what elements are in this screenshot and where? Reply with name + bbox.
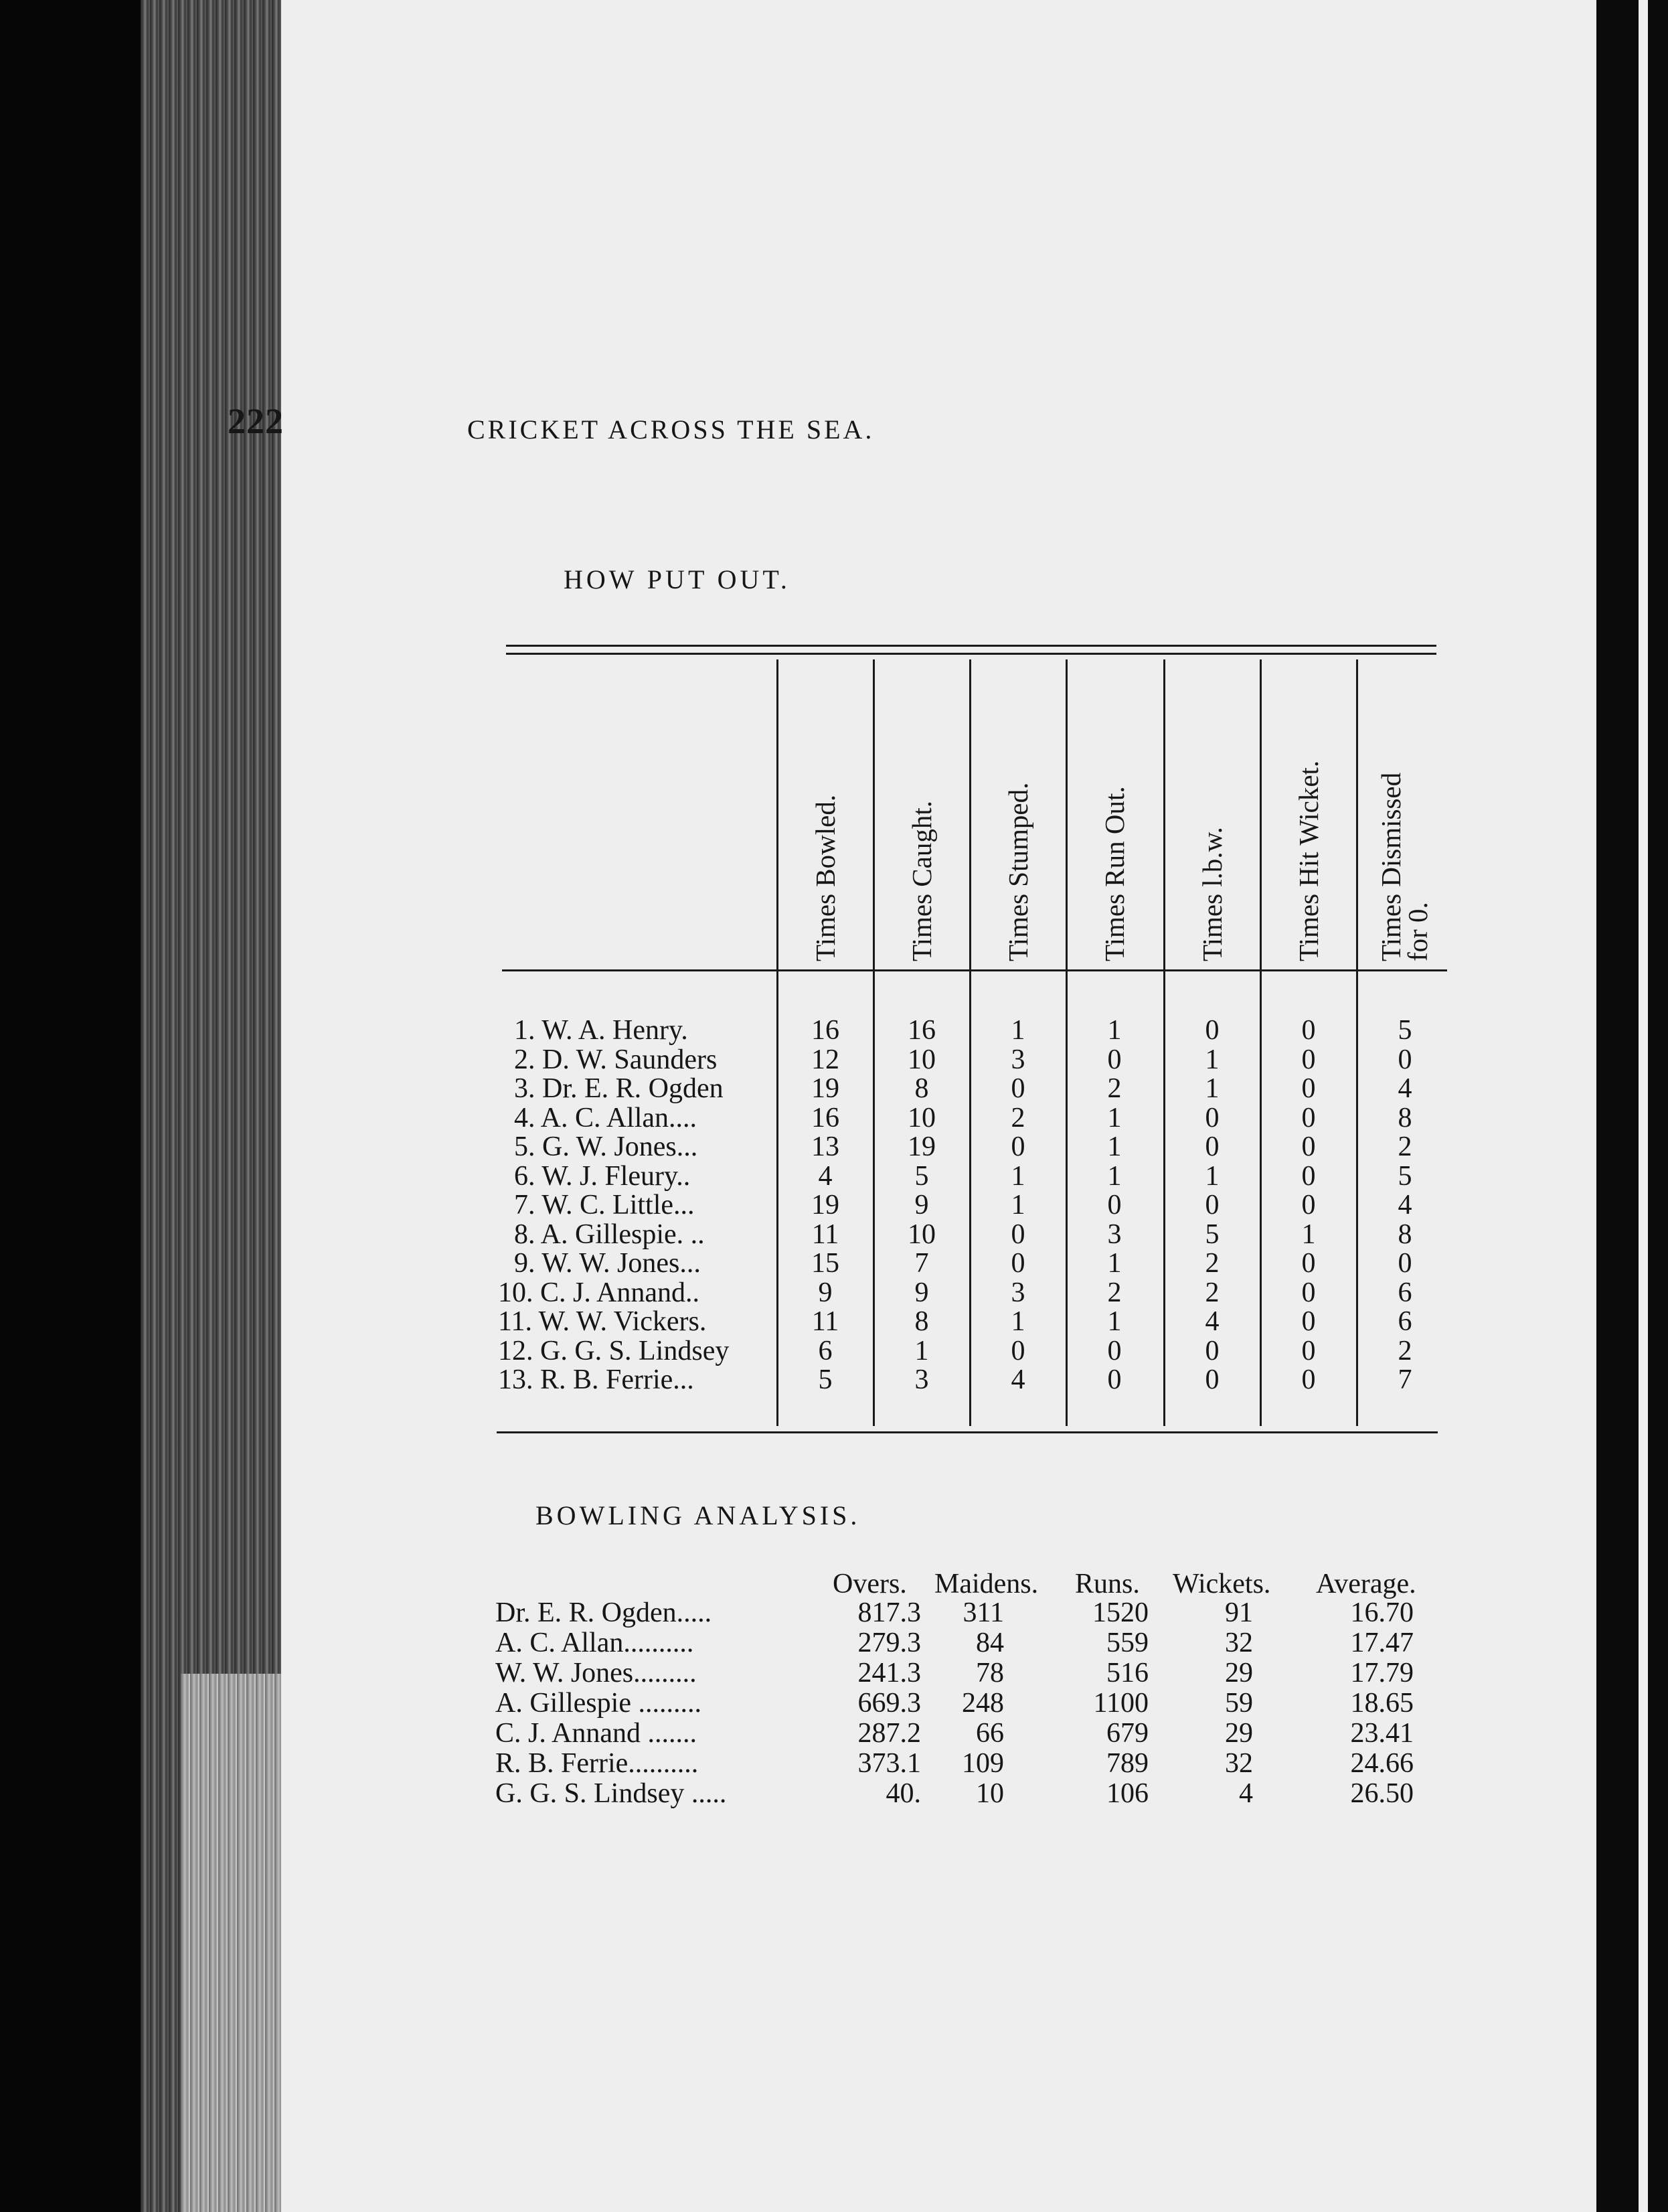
table-cell: 3 <box>1107 1218 1122 1250</box>
table-cell: 0 <box>1011 1248 1025 1279</box>
bowling-cell: 78 <box>976 1658 1004 1688</box>
bowling-cell: 91 <box>1225 1597 1253 1628</box>
table-cell: 6 <box>1398 1277 1412 1308</box>
column-header-line: for 0. <box>1402 902 1433 961</box>
table-top-rule-second <box>506 653 1436 655</box>
running-title: CRICKET ACROSS THE SEA. <box>467 414 875 445</box>
bowling-cell: 248 <box>962 1688 1004 1719</box>
bowling-cell: 373.1 <box>857 1748 921 1779</box>
bowling-cell: 29 <box>1225 1718 1253 1749</box>
bowling-cell: 109 <box>962 1748 1004 1779</box>
table-cell: 2 <box>1398 1335 1412 1366</box>
page-edge-curl <box>181 1674 281 2212</box>
bowler-name: A. Gillespie ......... <box>495 1688 701 1719</box>
table-cell: 2 <box>1398 1131 1412 1162</box>
table-cell: 9 <box>914 1190 929 1220</box>
bowling-cell: 817.3 <box>857 1597 921 1628</box>
table-cell: 9 <box>818 1277 833 1308</box>
table-cell: 15 <box>811 1248 839 1279</box>
table-cell: 0 <box>1301 1277 1316 1308</box>
bowling-column-header: Average. <box>1316 1569 1416 1599</box>
player-name: 13. R. B. Ferrie... <box>498 1364 694 1395</box>
table-cell: 5 <box>1205 1218 1220 1250</box>
bowling-cell: 287.2 <box>857 1718 921 1749</box>
table-cell: 1 <box>1107 1131 1122 1162</box>
table-cell: 0 <box>1301 1248 1316 1279</box>
table-cell: 1 <box>1107 1248 1122 1279</box>
table-cell: 0 <box>1301 1306 1316 1337</box>
table-cell: 1 <box>1011 1160 1025 1192</box>
bowling-cell: 311 <box>963 1597 1004 1628</box>
table-cell: 0 <box>1301 1044 1316 1075</box>
table-cell: 1 <box>1205 1073 1220 1104</box>
table-cell: 19 <box>811 1190 839 1220</box>
table-cell: 0 <box>1301 1131 1316 1162</box>
table-cell: 8 <box>914 1073 929 1104</box>
player-name: 12. G. G. S. Lindsey <box>498 1335 730 1366</box>
bowling-cell: 32 <box>1225 1748 1253 1779</box>
table-cell: 2 <box>1011 1102 1025 1133</box>
bowling-cell: 18.65 <box>1350 1688 1414 1719</box>
column-header <box>1375 680 1433 961</box>
table-cell: 1 <box>1107 1160 1122 1192</box>
table-cell: 4 <box>1011 1364 1025 1395</box>
table-cell: 0 <box>1301 1015 1316 1046</box>
bowler-name: W. W. Jones......... <box>495 1658 697 1688</box>
bowling-column-header: Overs. <box>833 1569 907 1599</box>
column-divider <box>969 659 971 1426</box>
player-name: 7. W. C. Little... <box>514 1190 695 1220</box>
table-cell: 3 <box>1011 1044 1025 1075</box>
column-divider <box>1163 659 1165 1426</box>
table-cell: 5 <box>914 1160 929 1192</box>
player-name: 10. C. J. Annand.. <box>498 1277 700 1308</box>
table-cell: 0 <box>1301 1102 1316 1133</box>
table-cell: 0 <box>1398 1044 1412 1075</box>
column-divider <box>1066 659 1068 1426</box>
table-cell: 10 <box>908 1218 936 1250</box>
table-top-rule <box>506 645 1436 647</box>
table-cell: 0 <box>1205 1190 1220 1220</box>
table-cell: 0 <box>1301 1335 1316 1366</box>
table-cell: 5 <box>818 1364 833 1395</box>
table-cell: 0 <box>1301 1190 1316 1220</box>
bowling-cell: 106 <box>1106 1778 1149 1809</box>
table-cell: 0 <box>1301 1160 1316 1192</box>
bowling-column-header: Wickets. <box>1173 1569 1271 1599</box>
column-header <box>807 680 844 961</box>
table-cell: 16 <box>908 1015 936 1046</box>
table-cell: 5 <box>1398 1160 1412 1192</box>
table-cell: 0 <box>1301 1364 1316 1395</box>
bowling-cell: 24.66 <box>1350 1748 1414 1779</box>
table-cell: 1 <box>1107 1102 1122 1133</box>
table-cell: 11 <box>811 1306 839 1337</box>
table-cell: 8 <box>1398 1218 1412 1250</box>
table-cell: 0 <box>1011 1335 1025 1366</box>
book-binding-shadow <box>0 0 141 2212</box>
table-cell: 0 <box>1107 1190 1122 1220</box>
column-divider <box>1356 659 1358 1426</box>
column-header-line: Times Caught. <box>906 801 937 961</box>
column-header-line: Times Stumped. <box>1003 782 1033 961</box>
next-page-edge <box>1639 0 1648 2212</box>
table-cell: 0 <box>1205 1335 1220 1366</box>
bowling-cell: 29 <box>1225 1658 1253 1688</box>
player-name: 2. D. W. Saunders <box>514 1044 718 1075</box>
table-cell: 3 <box>1011 1277 1025 1308</box>
column-header-line: Times Bowled. <box>810 794 841 961</box>
table-cell: 19 <box>908 1131 936 1162</box>
table-cell: 4 <box>1398 1190 1412 1220</box>
table-cell: 6 <box>1398 1306 1412 1337</box>
bowling-column-header: Runs. <box>1075 1569 1140 1599</box>
table-cell: 9 <box>914 1277 929 1308</box>
column-header-line: Times Run Out. <box>1099 786 1130 961</box>
table-cell: 12 <box>811 1044 839 1075</box>
table-cell: 1 <box>914 1335 929 1366</box>
player-name: 9. W. W. Jones... <box>514 1248 701 1279</box>
table-cell: 6 <box>818 1335 833 1366</box>
table-cell: 16 <box>811 1015 839 1046</box>
player-name: 11. W. W. Vickers. <box>498 1306 707 1337</box>
table-cell: 4 <box>1398 1073 1412 1104</box>
table-cell: 7 <box>914 1248 929 1279</box>
table-cell: 0 <box>1107 1044 1122 1075</box>
table-cell: 16 <box>811 1102 839 1133</box>
header-rule <box>502 969 1447 971</box>
table-cell: 1 <box>1107 1306 1122 1337</box>
bowling-cell: 40. <box>886 1778 921 1809</box>
table-cell: 5 <box>1398 1015 1412 1046</box>
table-cell: 1 <box>1301 1218 1316 1250</box>
bowling-cell: 84 <box>976 1628 1004 1658</box>
table-cell: 0 <box>1205 1364 1220 1395</box>
table-cell: 1 <box>1107 1015 1122 1046</box>
table-cell: 0 <box>1398 1248 1412 1279</box>
bowling-cell: 59 <box>1225 1688 1253 1719</box>
bowling-cell: 241.3 <box>857 1658 921 1688</box>
table-cell: 4 <box>1205 1306 1220 1337</box>
table-cell: 8 <box>914 1306 929 1337</box>
bowling-cell: 1100 <box>1093 1688 1149 1719</box>
table-cell: 10 <box>908 1102 936 1133</box>
column-divider <box>776 659 778 1426</box>
column-header <box>903 680 940 961</box>
bowling-cell: 17.79 <box>1350 1658 1414 1688</box>
table-cell: 0 <box>1011 1073 1025 1104</box>
bowling-cell: 669.3 <box>857 1688 921 1719</box>
table-cell: 11 <box>811 1218 839 1250</box>
table-cell: 2 <box>1205 1248 1220 1279</box>
column-divider <box>873 659 875 1426</box>
bowling-cell: 679 <box>1106 1718 1149 1749</box>
player-name: 1. W. A. Henry. <box>514 1015 688 1046</box>
bowling-cell: 16.70 <box>1350 1597 1414 1628</box>
column-header <box>1193 680 1231 961</box>
column-header-line: Times l.b.w. <box>1197 827 1228 961</box>
bowling-cell: 789 <box>1106 1748 1149 1779</box>
table-cell: 2 <box>1107 1073 1122 1104</box>
table-cell: 2 <box>1107 1277 1122 1308</box>
table-cell: 10 <box>908 1044 936 1075</box>
table-cell: 1 <box>1205 1160 1220 1192</box>
table-cell: 0 <box>1205 1102 1220 1133</box>
table-cell: 2 <box>1205 1277 1220 1308</box>
bowling-analysis-title: BOWLING ANALYSIS. <box>535 1500 861 1530</box>
bowling-cell: 279.3 <box>857 1628 921 1658</box>
how-put-out-title: HOW PUT OUT. <box>564 564 790 595</box>
table-cell: 3 <box>914 1364 929 1395</box>
column-divider <box>1260 659 1262 1426</box>
bowling-column-header: Maidens. <box>934 1569 1039 1599</box>
column-header-line: Times Dismissed <box>1375 772 1406 961</box>
player-name: 3. Dr. E. R. Ogden <box>514 1073 724 1104</box>
table-cell: 19 <box>811 1073 839 1104</box>
bowler-name: G. G. S. Lindsey ..... <box>495 1778 727 1809</box>
bowler-name: C. J. Annand ....... <box>495 1718 697 1749</box>
bowler-name: A. C. Allan.......... <box>495 1628 694 1658</box>
player-name: 6. W. J. Fleury.. <box>514 1160 691 1192</box>
table-cell: 1 <box>1011 1190 1025 1220</box>
column-header <box>1290 680 1327 961</box>
bowling-cell: 17.47 <box>1350 1628 1414 1658</box>
table-cell: 0 <box>1301 1073 1316 1104</box>
column-header <box>1096 680 1133 961</box>
page-number: 222 <box>228 401 284 441</box>
bowler-name: Dr. E. R. Ogden..... <box>495 1597 712 1628</box>
bowling-cell: 1520 <box>1092 1597 1149 1628</box>
player-name: 4. A. C. Allan.... <box>514 1102 697 1133</box>
bowling-cell: 516 <box>1106 1658 1149 1688</box>
column-header-line: Times Hit Wicket. <box>1293 760 1324 961</box>
table-cell: 0 <box>1011 1218 1025 1250</box>
bowling-cell: 66 <box>976 1718 1004 1749</box>
table-cell: 1 <box>1011 1015 1025 1046</box>
player-name: 5. G. W. Jones... <box>514 1131 698 1162</box>
bowler-name: R. B. Ferrie.......... <box>495 1748 699 1779</box>
bowling-cell: 23.41 <box>1350 1718 1414 1749</box>
column-header <box>999 680 1037 961</box>
table-bottom-rule <box>497 1431 1438 1433</box>
bowling-cell: 10 <box>976 1778 1004 1809</box>
bowling-cell: 26.50 <box>1350 1778 1414 1809</box>
table-cell: 7 <box>1398 1364 1412 1395</box>
table-cell: 0 <box>1205 1015 1220 1046</box>
table-cell: 0 <box>1011 1131 1025 1162</box>
scan-border <box>1596 0 1668 2212</box>
table-cell: 1 <box>1011 1306 1025 1337</box>
player-name: 8. A. Gillespie. .. <box>514 1218 705 1250</box>
table-cell: 1 <box>1205 1044 1220 1075</box>
table-cell: 0 <box>1205 1131 1220 1162</box>
table-cell: 8 <box>1398 1102 1412 1133</box>
table-cell: 13 <box>811 1131 839 1162</box>
bowling-cell: 32 <box>1225 1628 1253 1658</box>
table-cell: 0 <box>1107 1335 1122 1366</box>
table-cell: 4 <box>818 1160 833 1192</box>
bowling-cell: 4 <box>1239 1778 1253 1809</box>
table-cell: 0 <box>1107 1364 1122 1395</box>
bowling-cell: 559 <box>1106 1628 1149 1658</box>
